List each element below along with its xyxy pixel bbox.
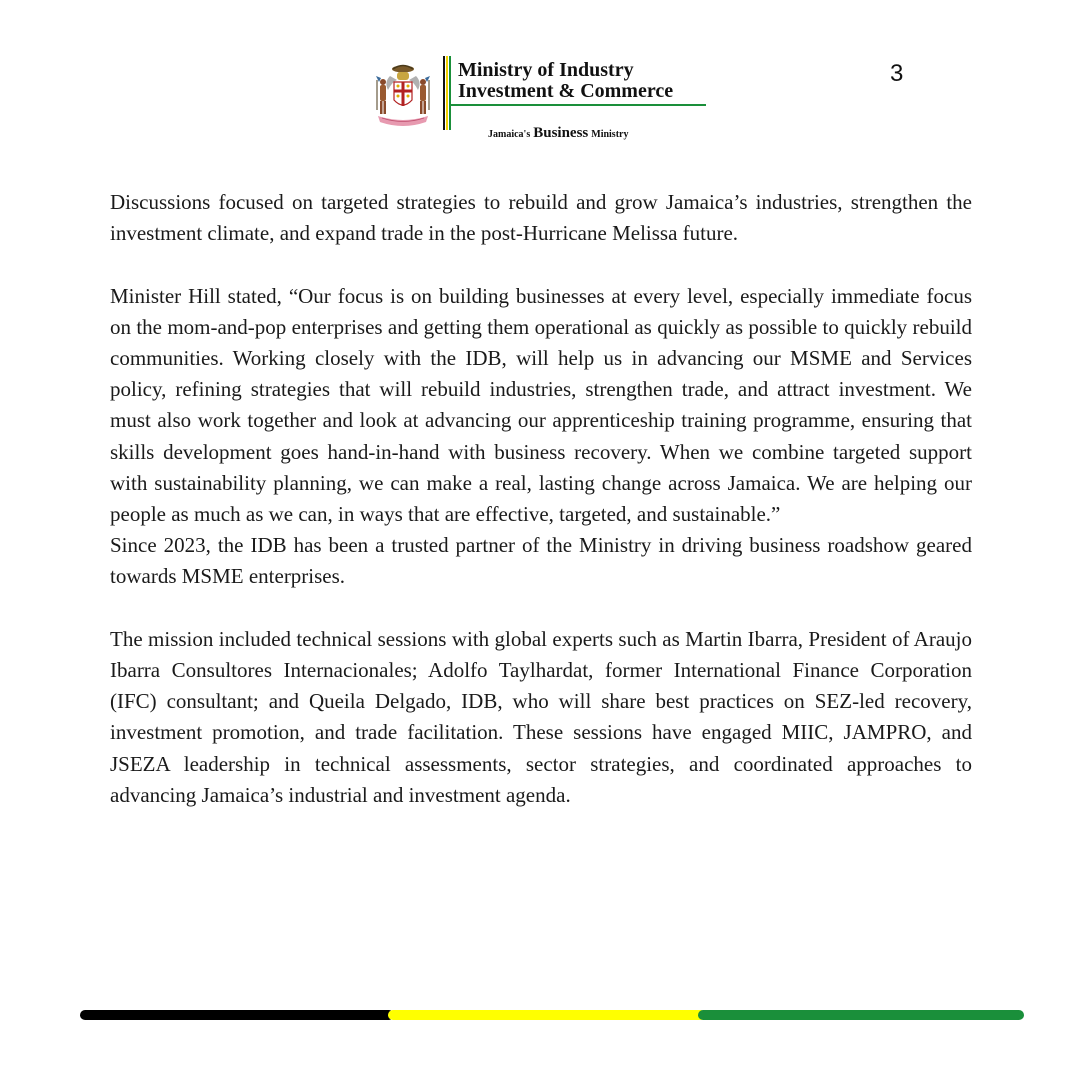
footer-bar-yellow — [388, 1010, 706, 1020]
ministry-name-underline — [449, 104, 706, 106]
tagline-suffix: Ministry — [591, 129, 629, 140]
paragraph-discussions: Discussions focused on targeted strategies to rebuild and grow Jamaica’s industries, strengthen the investment climate, and expand trade in the post-Hurricane Melissa future. — [110, 190, 972, 246]
header-divider-yellow — [446, 56, 448, 130]
article-body — [110, 187, 972, 811]
ministry-name-line-1: Ministry of Industry — [458, 59, 634, 81]
tagline-emphasis: Business — [533, 125, 589, 141]
coat-of-arms-icon — [372, 60, 434, 130]
tagline-prefix: Jamaica's — [488, 129, 531, 140]
footer-bar-black — [80, 1010, 394, 1020]
paragraph-mission: The mission included technical sessions with global experts such as Martin Ibarra, President of Araujo Ibarra Consultores Internacionales; Adolfo Taylhardat, former International Finance Corporation (IFC) consultant; and Queila Delgado, IDB, who will share best practices on SEZ-led recovery, investment promotion, and trade facilitation. These sessions have engaged MIIC, JAMPRO, and JSEZA leadership in technical assessments, sector strategies, and coordinated approaches to advancing Jamaica’s industrial and investment agenda. — [110, 626, 972, 807]
ministry-tagline — [488, 124, 628, 142]
paragraph-minister-quote: Minister Hill stated, “Our focus is on building businesses at every level, especially immediate focus on the mom-and-pop enterprises and getting them operational as quickly as possible to quickly rebuild communities. Working closely with the IDB, will help us in advancing our MSME and Services policy, refining strategies that will rebuild industries, strengthen trade, and attract investment. We must also work together and look at advancing our apprenticeship training programme, ensuring that skills development goes hand-in-hand with business recovery. When we combine targeted support with sustainability planning, we can make a real, lasting change across Jamaica. We are helping our people as much as we can, in ways that are effective, targeted, and sustainable.” — [110, 283, 972, 527]
ministry-header — [372, 56, 712, 146]
header-divider-black — [443, 56, 445, 130]
ministry-name-line-2: Investment & Commerce — [458, 80, 674, 102]
header-divider-green — [449, 56, 451, 130]
page-number: 3 — [890, 60, 904, 87]
footer-bar-green — [698, 1010, 1024, 1020]
paragraph-idb-partner: Since 2023, the IDB has been a trusted partner of the Ministry in driving business roadshow geared towards MSME enterprises. — [110, 533, 972, 589]
